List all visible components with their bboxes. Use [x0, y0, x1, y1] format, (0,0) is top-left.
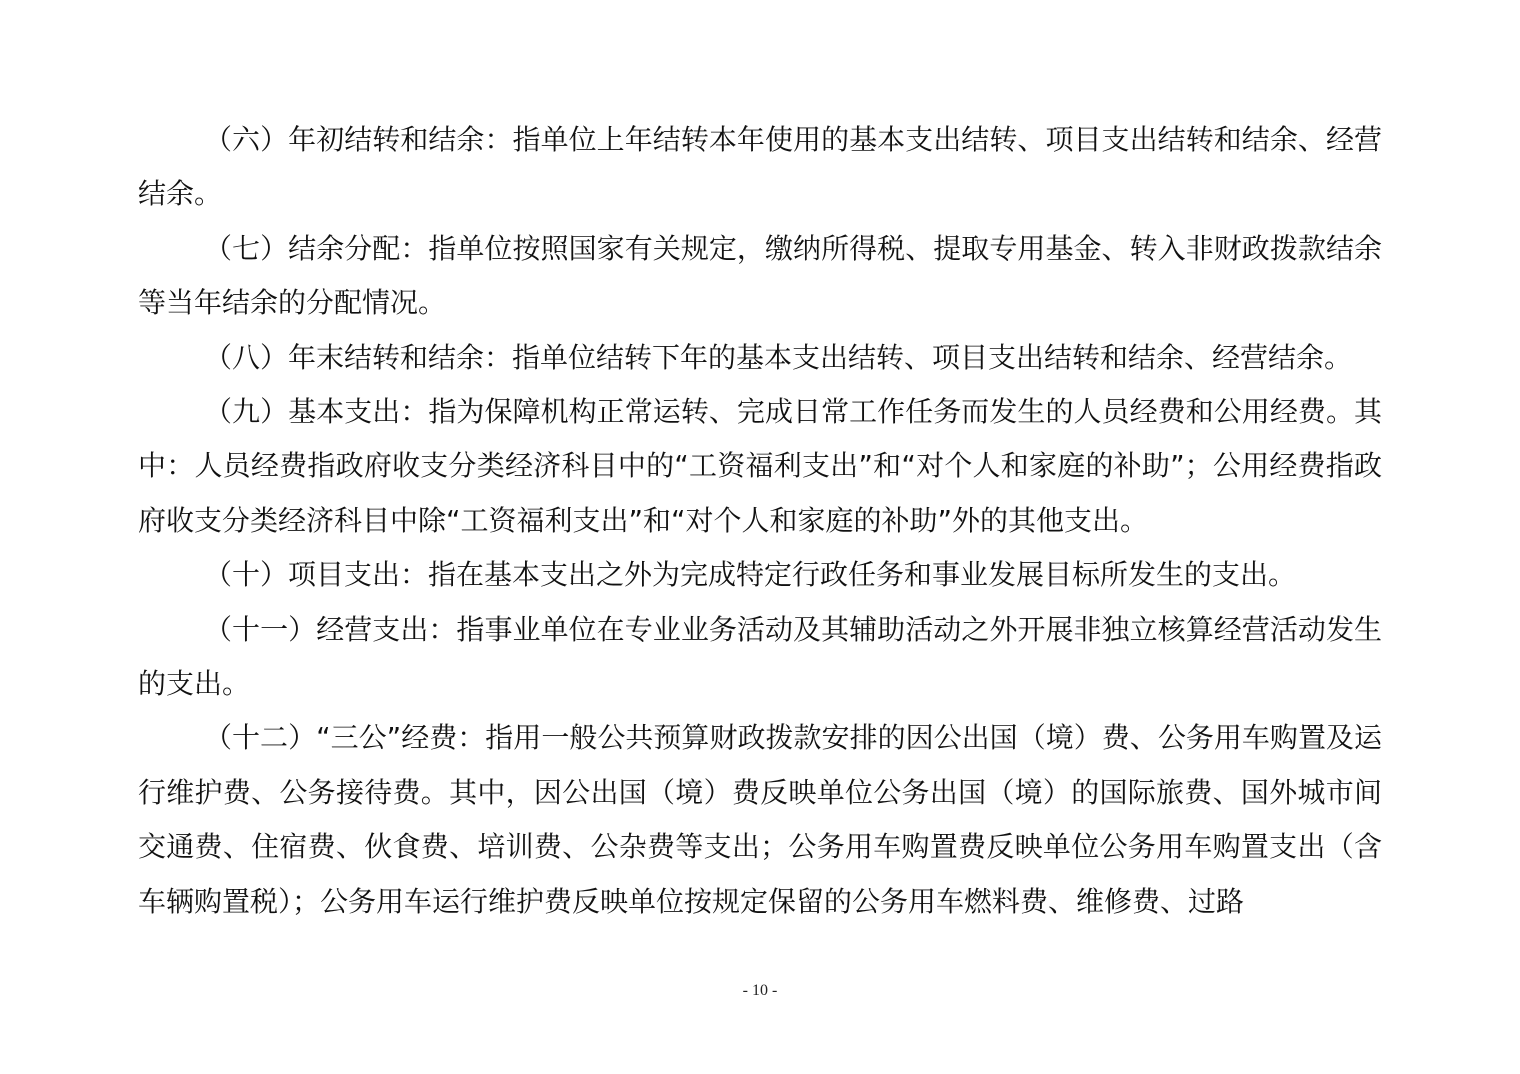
paragraph-12: （十二）“三公”经费：指用一般公共预算财政拨款安排的因公出国（境）费、公务用车购置及运行维护费、公务接待费。其中，因公出国（境）费反映单位公务出国（境）的国际旅费、国外城市间交通费、住宿费、伙食费、培训费、公杂费等支出；公务用车购置费反映单位公务用车购置支出（含车辆购置税）；公务用车运行维护费反映单位按规定保留的公务用车燃料费、维修费、过路 [138, 721, 1382, 918]
paragraph-8: （八）年末结转和结余：指单位结转下年的基本支出结转、项目支出结转和结余、经营结余。 [204, 340, 1353, 374]
paragraph-10: （十）项目支出：指在基本支出之外为完成特定行政任务和事业发展目标所发生的支出。 [204, 558, 1297, 592]
document-body [138, 113, 1382, 929]
paragraph-9: （九）基本支出：指为保障机构正常运转、完成日常工作任务而发生的人员经费和公用经费。其中：人员经费指政府收支分类经济科目中的“工资福利支出”和“对个人和家庭的补助”；公用经费指政府收支分类经济科目中除“工资福利支出”和“对个人和家庭的补助”外的其他支出。 [138, 395, 1382, 537]
paragraph-7: （七）结余分配：指单位按照国家有关规定，缴纳所得税、提取专用基金、转入非财政拨款结余等当年结余的分配情况。 [138, 231, 1382, 320]
paragraph-11: （十一）经营支出：指事业单位在专业业务活动及其辅助活动之外开展非独立核算经营活动发生的支出。 [138, 612, 1382, 701]
paragraph-6: （六）年初结转和结余：指单位上年结转本年使用的基本支出结转、项目支出结转和结余、经营结余。 [138, 123, 1382, 211]
page-number: - 10 - [742, 982, 778, 999]
